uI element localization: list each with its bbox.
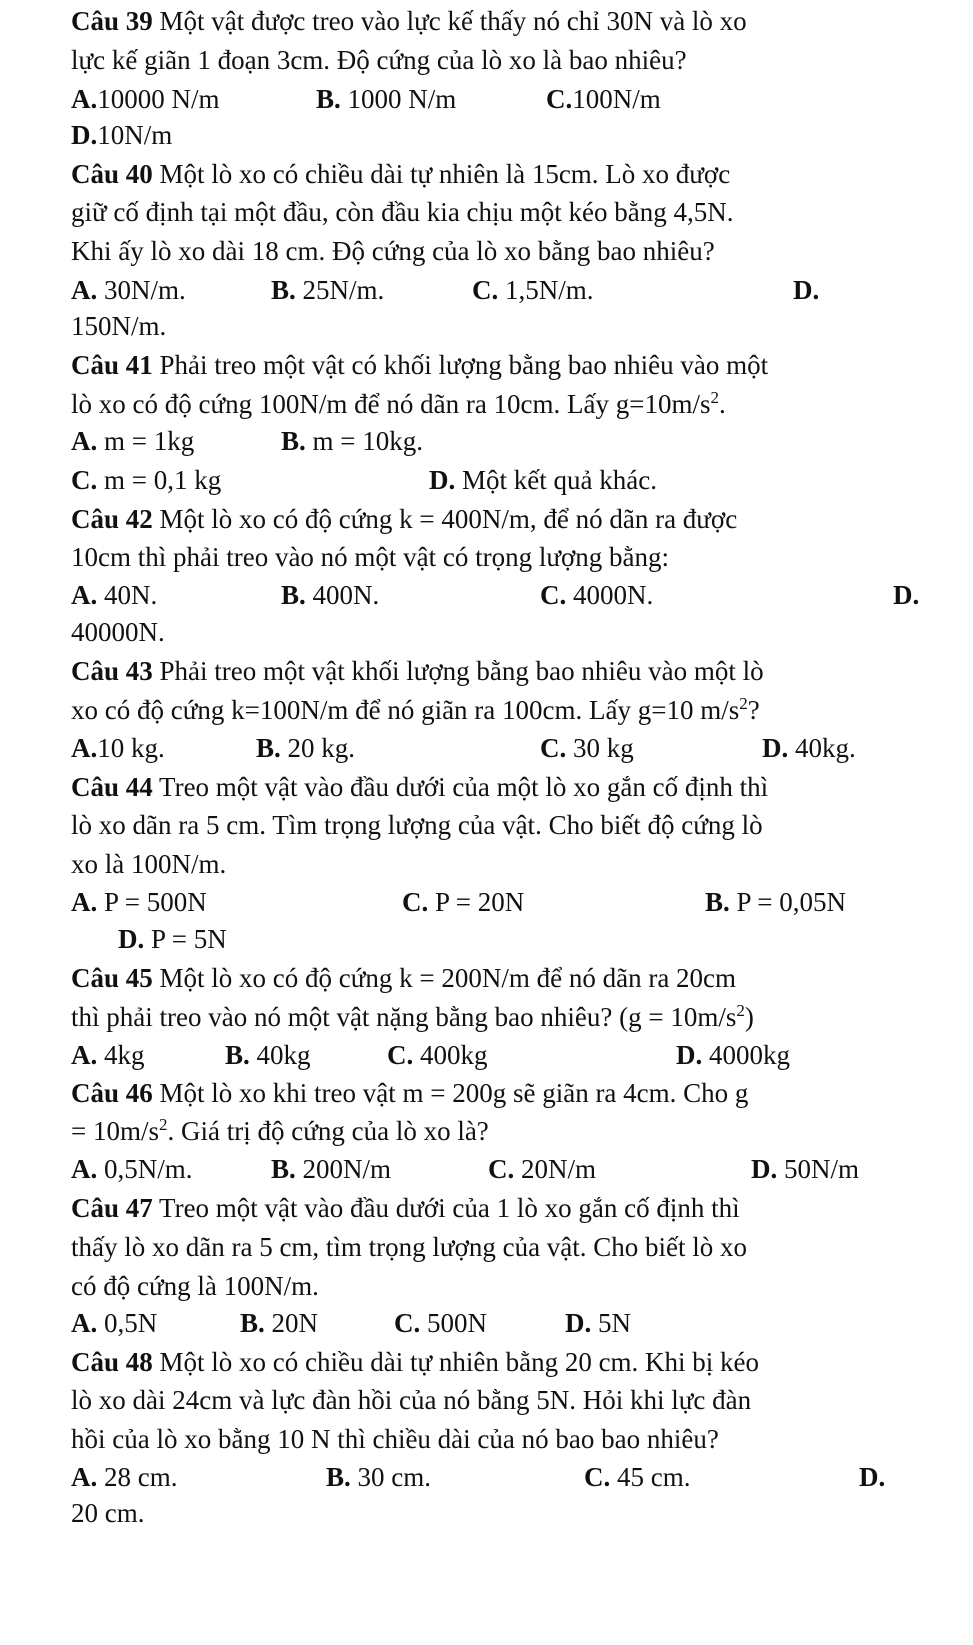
q44-option-d: D. P = 5N — [118, 924, 227, 954]
q48-line-3 — [0, 1420, 973, 1458]
q42-option-c: C. 4000N. — [540, 580, 654, 610]
q41-options-row-1 — [0, 422, 973, 460]
q47-text-1: Treo một vật vào đầu dưới của 1 lò xo gắn cố định thì — [152, 1193, 740, 1223]
q45-line-1 — [0, 959, 973, 997]
q42-label: Câu 42 — [71, 504, 153, 534]
q47-label: Câu 47 — [71, 1193, 153, 1223]
q43-line-2 — [0, 691, 973, 729]
q45-option-a: A. 4kg — [71, 1040, 145, 1070]
q41-text-1: Phải treo một vật có khối lượng bằng bao nhiêu vào một — [152, 350, 769, 380]
q48-option-a: A. 28 cm. — [71, 1462, 178, 1492]
q44-line-2 — [0, 806, 973, 844]
q48-line-1 — [0, 1343, 973, 1381]
q44-option-a: A. P = 500N — [71, 887, 207, 917]
q42-option-d-key: D. — [893, 580, 920, 610]
q42-option-b: B. 400N. — [281, 580, 380, 610]
q44-text-3: xo là 100N/m. — [71, 849, 227, 879]
q45-line-2 — [0, 998, 973, 1036]
q48-text-1: Một lò xo có chiều dài tự nhiên bằng 20 cm. Khi bị kéo — [152, 1347, 760, 1377]
q48-line-2 — [0, 1381, 973, 1419]
q39-label: Câu 39 — [71, 6, 153, 36]
q40-option-d-key: D. — [793, 275, 820, 305]
q40-option-b: B. 25N/m. — [271, 275, 385, 305]
q39-option-b: B. 1000 N/m — [316, 84, 457, 114]
q39-option-d: D.10N/m — [71, 120, 173, 150]
q39-text-2: lực kế giãn 1 đoạn 3cm. Độ cứng của lò xo là bao nhiêu? — [71, 45, 687, 75]
q44-text-2: lò xo dãn ra 5 cm. Tìm trọng lượng của vật. Cho biết độ cứng lò — [71, 810, 763, 840]
q46-line-2 — [0, 1112, 973, 1150]
q43-option-d: D. 40kg. — [762, 733, 856, 763]
q42-text-2: 10cm thì phải treo vào nó một vật có trọng lượng bằng: — [71, 542, 670, 572]
q41-options-row-2 — [0, 461, 973, 499]
q39-line-1 — [0, 2, 973, 40]
q43-label: Câu 43 — [71, 656, 153, 686]
q42-option-a: A. 40N. — [71, 580, 158, 610]
q48-option-d-key: D. — [859, 1462, 886, 1492]
q41-option-c: C. m = 0,1 kg — [71, 465, 222, 495]
q42-options-row-1 — [0, 576, 973, 614]
q46-option-b: B. 200N/m — [271, 1154, 392, 1184]
q47-options-row — [0, 1304, 973, 1342]
q40-option-d-value: 150N/m. — [71, 311, 167, 341]
q46-options-row — [0, 1150, 973, 1188]
q46-option-a: A. 0,5N/m. — [71, 1154, 193, 1184]
q40-text-1: Một lò xo có chiều dài tự nhiên là 15cm. Lò xo được — [152, 159, 731, 189]
q42-options-row-2 — [0, 613, 973, 651]
q44-option-c: C. P = 20N — [402, 887, 525, 917]
q40-text-3: Khi ấy lò xo dài 18 cm. Độ cứng của lò xo bằng bao nhiêu? — [71, 236, 715, 266]
q47-option-b: B. 20N — [240, 1308, 319, 1338]
q45-text-1: Một lò xo có độ cứng k = 200N/m để nó dãn ra 20cm — [152, 963, 737, 993]
q41-option-d: D. Một kết quả khác. — [429, 465, 657, 495]
q46-option-d: D. 50N/m — [751, 1154, 860, 1184]
q39-line-2 — [0, 41, 973, 79]
q47-option-d: D. 5N — [565, 1308, 631, 1338]
q44-options-row-2 — [0, 920, 973, 958]
q43-option-a: A.10 kg. — [71, 733, 165, 763]
q39-options-row-1 — [0, 80, 973, 118]
q47-option-c: C. 500N — [394, 1308, 487, 1338]
q46-label: Câu 46 — [71, 1078, 153, 1108]
q44-line-1 — [0, 768, 973, 806]
q40-option-c: C. 1,5N/m. — [472, 275, 594, 305]
q48-option-c: C. 45 cm. — [584, 1462, 691, 1492]
q44-line-3 — [0, 845, 973, 883]
q48-option-b: B. 30 cm. — [326, 1462, 432, 1492]
q39-option-a: A.10000 N/m — [71, 84, 220, 114]
q45-label: Câu 45 — [71, 963, 153, 993]
q48-text-3: hồi của lò xo bằng 10 N thì chiều dài của nó bao bao nhiêu? — [71, 1424, 719, 1454]
q45-text-2: thì phải treo vào nó một vật nặng bằng bao nhiêu? $(g = 10m/s^2)$ — [71, 1001, 754, 1032]
q47-option-a: A. 0,5N — [71, 1308, 158, 1338]
q46-text-2: = $10m/s^2$. Giá trị độ cứng của lò xo là? — [71, 1115, 489, 1146]
q44-text-1: Treo một vật vào đầu dưới của một lò xo gắn cố định thì — [152, 772, 769, 802]
q40-options-row-1 — [0, 271, 973, 309]
q44-option-b: B. P = 0,05N — [705, 887, 847, 917]
q42-text-1: Một lò xo có độ cứng k = 400N/m, để nó dãn ra được — [152, 504, 738, 534]
q47-line-3 — [0, 1267, 973, 1305]
q41-line-2 — [0, 385, 973, 423]
q46-option-c: C. 20N/m — [488, 1154, 597, 1184]
q48-options-row-2 — [0, 1494, 973, 1532]
q42-option-d-value: 40000N. — [71, 617, 165, 647]
q45-option-c: C. 400kg — [387, 1040, 488, 1070]
q41-label: Câu 41 — [71, 350, 153, 380]
q41-line-1 — [0, 346, 973, 384]
q43-line-1 — [0, 652, 973, 690]
q48-label: Câu 48 — [71, 1347, 153, 1377]
q47-line-1 — [0, 1189, 973, 1227]
q48-options-row-1 — [0, 1458, 973, 1496]
q40-line-1 — [0, 155, 973, 193]
q48-text-2: lò xo dài 24cm và lực đàn hồi của nó bằng 5N. Hỏi khi lực đàn — [71, 1385, 752, 1415]
q43-text-2: xo có độ cứng k=100N/m để nó giãn ra 100cm. Lấy g=10 $m/s^2$? — [71, 694, 760, 725]
q46-line-1 — [0, 1074, 973, 1112]
q40-option-a: A. 30N/m. — [71, 275, 186, 305]
q40-options-row-2 — [0, 307, 973, 345]
q42-line-1 — [0, 500, 973, 538]
q41-text-2: lò xo có độ cứng 100N/m để nó dãn ra 10cm. Lấy $g=10m/s^2$. — [71, 388, 726, 419]
q45-options-row — [0, 1036, 973, 1074]
q41-option-b: B. m = 10kg. — [281, 426, 423, 456]
q47-line-2 — [0, 1228, 973, 1266]
q47-text-3: có độ cứng là 100N/m. — [71, 1271, 319, 1301]
q43-option-b: B. 20 kg. — [256, 733, 356, 763]
q41-option-a: A. m = 1kg — [71, 426, 195, 456]
q48-option-d-value: 20 cm. — [71, 1498, 145, 1528]
q40-line-3 — [0, 232, 973, 270]
q43-option-c: C. 30 kg — [540, 733, 634, 763]
q39-options-row-2 — [0, 116, 973, 154]
q40-text-2: giữ cố định tại một đầu, còn đầu kia chịu một kéo bằng 4,5N. — [71, 197, 734, 227]
q43-text-1: Phải treo một vật khối lượng bằng bao nhiêu vào một lò — [152, 656, 764, 686]
q43-options-row — [0, 729, 973, 767]
q40-label: Câu 40 — [71, 159, 153, 189]
q47-text-2: thấy lò xo dãn ra 5 cm, tìm trọng lượng của vật. Cho biết lò xo — [71, 1232, 748, 1262]
q39-option-c: C.100N/m — [546, 84, 661, 114]
q44-options-row-1 — [0, 883, 973, 921]
q45-option-b: B. 40kg — [225, 1040, 311, 1070]
q40-line-2 — [0, 193, 973, 231]
q44-label: Câu 44 — [71, 772, 153, 802]
q42-line-2 — [0, 538, 973, 576]
q39-text-1: Một vật được treo vào lực kế thấy nó chỉ 30N và lò xo — [152, 6, 747, 36]
q45-option-d: D. 4000kg — [676, 1040, 790, 1070]
q46-text-1: Một lò xo khi treo vật m = 200g sẽ giãn ra 4cm. Cho g — [152, 1078, 749, 1108]
